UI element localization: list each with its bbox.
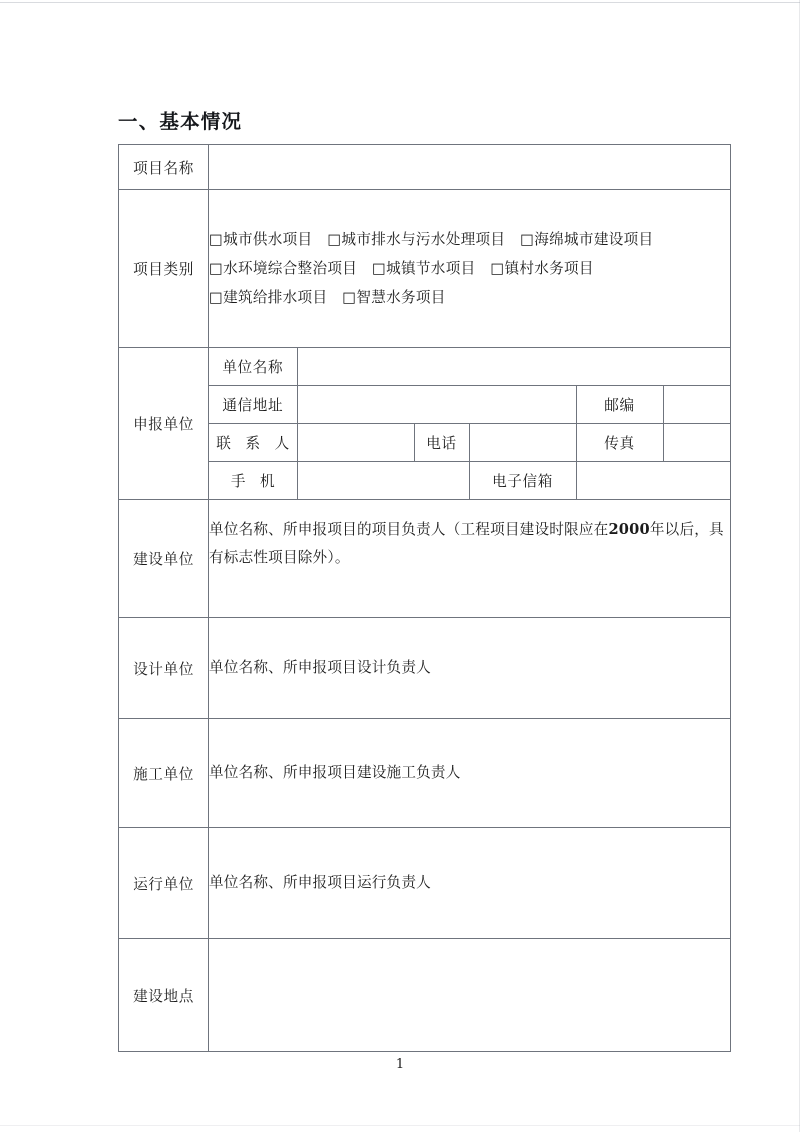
category-options-line-2[interactable]: □水环境综合整治项目 □城镇节水项目 □镇村水务项目 [209, 259, 594, 277]
construction-unit-year: 2000 [608, 521, 650, 538]
value-construction-unit[interactable] [209, 500, 731, 618]
subrow-unit-name [209, 348, 731, 386]
category-options-line-3[interactable]: □建筑给排水项目 □智慧水务项目 [209, 289, 446, 307]
construction-unit-text-part2: 年以后，具有标志性项目除外）。 [209, 521, 724, 567]
value-mobile[interactable] [297, 462, 469, 500]
label-project-category: 项目类别 [119, 190, 209, 348]
applicant-unit-subtable [209, 348, 731, 499]
table-row-design-unit [119, 618, 731, 719]
table-row-construction-site [119, 939, 731, 1052]
applicant-unit-details [209, 348, 731, 500]
table-row-operation-unit [119, 828, 731, 939]
value-address[interactable] [297, 386, 576, 424]
value-project-name[interactable] [209, 145, 731, 190]
value-phone[interactable] [469, 424, 576, 462]
table-row-construction-unit [119, 500, 731, 618]
label-operation-unit: 运行单位 [119, 828, 209, 939]
value-unit-name[interactable] [297, 348, 731, 386]
value-design-unit[interactable]: 单位名称、所申报项目设计负责人 [209, 618, 731, 719]
table-row-project-category [119, 190, 731, 348]
section-title: 一、基本情况 [118, 110, 243, 133]
scan-edge-top [0, 2, 800, 3]
label-construction-unit: 建设单位 [119, 500, 209, 618]
label-mobile: 手 机 [209, 462, 297, 500]
label-applicant-unit: 申报单位 [119, 348, 209, 500]
scan-edge-bottom [0, 1125, 800, 1126]
label-fax: 传真 [576, 424, 663, 462]
value-postcode[interactable] [663, 386, 731, 424]
label-project-name: 项目名称 [119, 145, 209, 190]
value-operation-unit[interactable]: 单位名称、所申报项目运行负责人 [209, 828, 731, 939]
label-phone: 电话 [414, 424, 469, 462]
basic-information-table [118, 144, 731, 1052]
value-construction-site[interactable] [209, 939, 731, 1052]
label-email: 电子信箱 [469, 462, 576, 500]
subrow-address [209, 386, 731, 424]
value-contractor-unit[interactable]: 单位名称、所申报项目建设施工负责人 [209, 719, 731, 828]
label-contractor-unit: 施工单位 [119, 719, 209, 828]
value-fax[interactable] [663, 424, 731, 462]
label-address: 通信地址 [209, 386, 297, 424]
subrow-mobile [209, 462, 731, 500]
label-construction-site: 建设地点 [119, 939, 209, 1052]
value-email[interactable] [576, 462, 731, 500]
value-project-category [209, 190, 731, 348]
table-row-contractor-unit [119, 719, 731, 828]
table-row-applicant-unit [119, 348, 731, 500]
label-unit-name: 单位名称 [209, 348, 297, 386]
table-row-project-name [119, 145, 731, 190]
construction-unit-text-part1: 单位名称、所申报项目的项目负责人（工程项目建设时限应在 [209, 521, 609, 538]
label-design-unit: 设计单位 [119, 618, 209, 719]
subrow-contact [209, 424, 731, 462]
value-contact-person[interactable] [297, 424, 414, 462]
page-number: 1 [395, 1057, 405, 1072]
category-options-line-1[interactable]: □城市供水项目 □城市排水与污水处理项目 □海绵城市建设项目 [209, 230, 654, 248]
label-contact-person: 联 系 人 [209, 424, 297, 462]
label-postcode: 邮编 [576, 386, 663, 424]
